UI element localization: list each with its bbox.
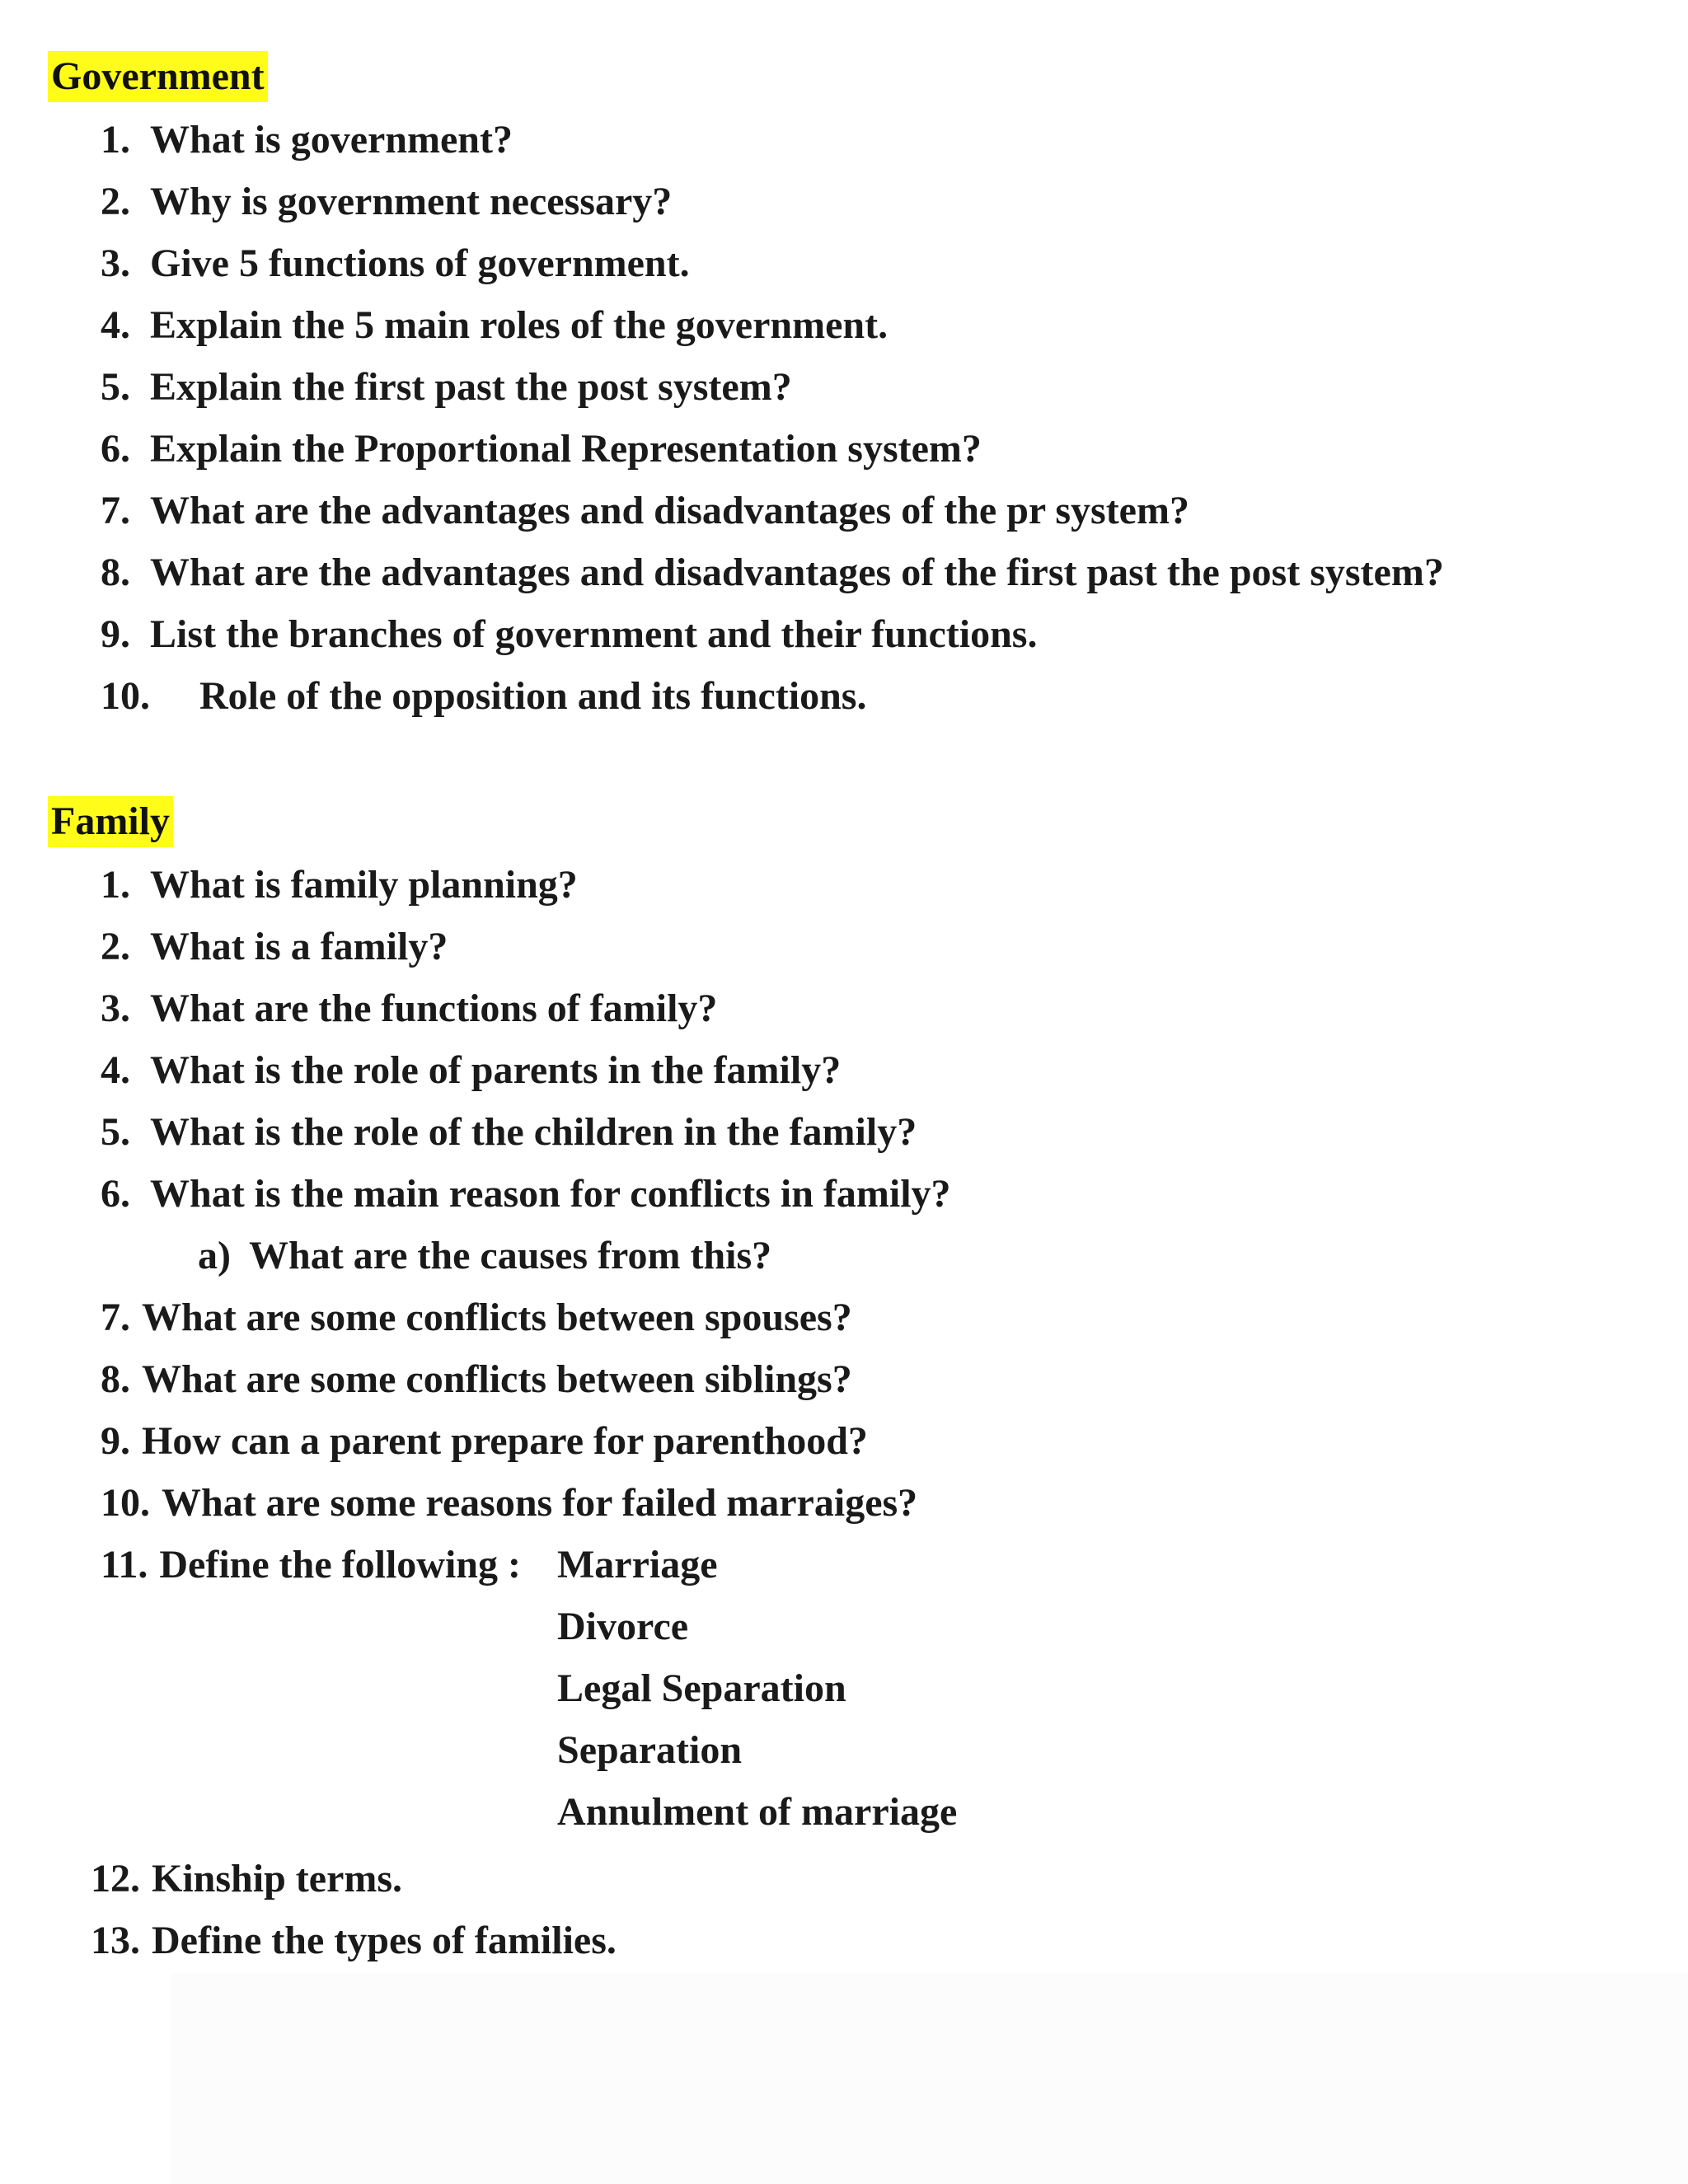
item-number: 3. bbox=[101, 987, 130, 1030]
list-item bbox=[91, 1854, 402, 1904]
item-number: 8. bbox=[101, 551, 130, 594]
define-term: Legal Separation bbox=[557, 1666, 846, 1710]
item-number: 3. bbox=[101, 241, 130, 285]
item-number: 13. bbox=[91, 1919, 140, 1962]
item-text: What is the role of parents in the family? bbox=[150, 1048, 842, 1092]
background-panel bbox=[171, 1974, 1688, 2184]
section-heading-family: Family bbox=[48, 796, 173, 847]
define-term: Marriage bbox=[557, 1543, 718, 1586]
list-item bbox=[101, 486, 1189, 536]
item-number: 6. bbox=[101, 427, 130, 471]
item-number: 12. bbox=[91, 1857, 140, 1900]
item-number: 6. bbox=[101, 1172, 130, 1216]
item-number: 5. bbox=[101, 1110, 130, 1154]
list-item bbox=[101, 424, 982, 474]
item-text: What is government? bbox=[150, 118, 513, 162]
item-number: 4. bbox=[101, 303, 130, 347]
item-text: What are some conflicts between siblings? bbox=[142, 1357, 852, 1401]
item-text: List the branches of government and their functions. bbox=[150, 612, 1038, 656]
list-item bbox=[101, 1540, 521, 1590]
list-item bbox=[101, 1479, 917, 1528]
item-number: 5. bbox=[101, 365, 130, 409]
list-item bbox=[101, 922, 448, 972]
item-text: Define the following : bbox=[159, 1543, 521, 1586]
item-text: Role of the opposition and its functions. bbox=[199, 674, 867, 718]
item-text: Define the types of families. bbox=[152, 1919, 617, 1962]
list-item bbox=[91, 1916, 617, 1966]
list-item bbox=[101, 239, 690, 288]
list-item bbox=[101, 177, 672, 227]
item-number: 10. bbox=[101, 1481, 150, 1525]
item-text: What is family planning? bbox=[150, 863, 578, 907]
item-text: What is the main reason for conflicts in family? bbox=[150, 1172, 951, 1216]
define-term: Divorce bbox=[557, 1605, 689, 1648]
list-item bbox=[101, 1417, 868, 1466]
item-number: 11. bbox=[101, 1543, 148, 1586]
list-item bbox=[101, 610, 1037, 659]
list-item bbox=[101, 1108, 917, 1157]
list-item bbox=[101, 1293, 852, 1343]
list-item bbox=[101, 301, 888, 350]
item-text: What is the role of the children in the family? bbox=[150, 1110, 917, 1154]
item-text: What are some conflicts between spouses? bbox=[142, 1296, 852, 1339]
item-number: 9. bbox=[101, 1419, 130, 1463]
list-item bbox=[101, 984, 717, 1033]
item-text: What are the functions of family? bbox=[150, 987, 718, 1030]
item-text: What are the causes from this? bbox=[249, 1234, 772, 1277]
list-item bbox=[101, 860, 578, 910]
item-number: 7. bbox=[101, 489, 130, 532]
item-text: Explain the Proportional Representation system? bbox=[150, 427, 982, 471]
item-number: 2. bbox=[101, 925, 130, 968]
item-text: Why is government necessary? bbox=[150, 180, 673, 223]
item-text: How can a parent prepare for parenthood? bbox=[142, 1419, 868, 1463]
item-text: What are the advantages and disadvantages of the pr system? bbox=[150, 489, 1189, 532]
list-item bbox=[101, 548, 1444, 598]
item-number: 10. bbox=[101, 674, 150, 718]
section-heading-government: Government bbox=[48, 51, 268, 102]
item-number: 4. bbox=[101, 1048, 130, 1092]
item-text: Give 5 functions of government. bbox=[150, 241, 690, 285]
item-number: 9. bbox=[101, 612, 130, 656]
item-text: Explain the first past the post system? bbox=[150, 365, 792, 409]
item-text: Explain the 5 main roles of the government. bbox=[150, 303, 889, 347]
item-number: 8. bbox=[101, 1357, 130, 1401]
list-sub-item bbox=[198, 1231, 771, 1281]
item-text: What is a family? bbox=[150, 925, 448, 968]
list-item bbox=[101, 1355, 852, 1404]
item-number: 1. bbox=[101, 118, 130, 162]
list-item bbox=[101, 1169, 951, 1219]
item-number: 7. bbox=[101, 1296, 130, 1339]
item-text: What are the advantages and disadvantages of the first past the post system? bbox=[150, 551, 1444, 594]
item-number: 1. bbox=[101, 863, 130, 907]
item-text: What are some reasons for failed marraiges? bbox=[162, 1481, 918, 1525]
list-item bbox=[101, 363, 792, 412]
item-text: Kinship terms. bbox=[152, 1857, 403, 1900]
item-number: 2. bbox=[101, 180, 130, 223]
define-term: Annulment of marriage bbox=[557, 1790, 958, 1834]
list-item bbox=[101, 1046, 841, 1095]
list-item bbox=[101, 115, 513, 165]
item-number: a) bbox=[198, 1234, 231, 1277]
define-term: Separation bbox=[557, 1728, 743, 1772]
list-item bbox=[101, 672, 866, 721]
